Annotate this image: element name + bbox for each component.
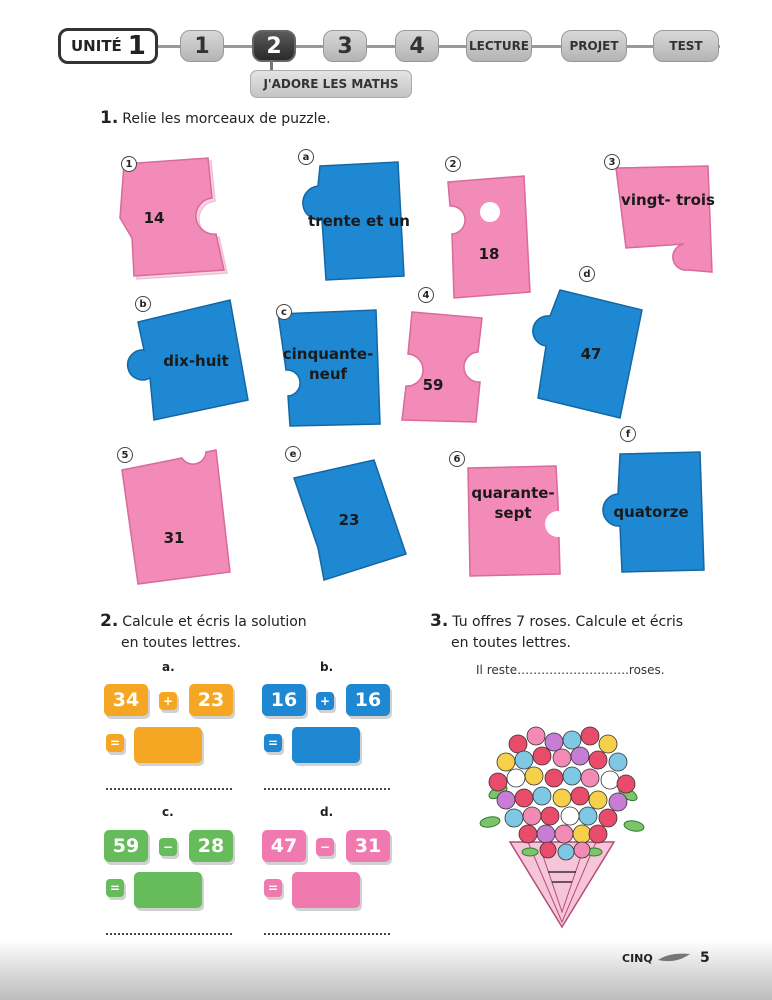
puzzle-piece-d[interactable] bbox=[512, 286, 646, 422]
puzzle-piece-b-label: dix-huit bbox=[163, 352, 229, 370]
calc-b-equals: = bbox=[264, 734, 282, 752]
exercise-1-number: 1. bbox=[100, 108, 119, 128]
calc-b-letter: b. bbox=[320, 660, 334, 674]
exercise-2-instruction-line2: en toutes lettres. bbox=[121, 635, 241, 651]
rose-bouquet-illustration bbox=[470, 722, 654, 930]
puzzle-piece-c[interactable] bbox=[272, 308, 384, 428]
puzzle-piece-3-label: vingt- trois bbox=[621, 191, 715, 209]
calc-b-answer-box[interactable] bbox=[292, 727, 360, 763]
nav-tab-3[interactable]: 3 bbox=[323, 30, 367, 62]
calc-d-number-2: 31 bbox=[346, 830, 390, 862]
nav-tab-2[interactable]: 2 bbox=[252, 30, 296, 62]
exercise-1-title bbox=[100, 108, 331, 130]
calc-c-equals: = bbox=[106, 879, 124, 897]
puzzle-piece-d-badge: d bbox=[579, 266, 595, 282]
calc-c-letter: c. bbox=[162, 805, 174, 819]
puzzle-piece-e[interactable] bbox=[288, 458, 410, 582]
calc-d-operator: − bbox=[316, 838, 334, 856]
calc-d-answer-box[interactable] bbox=[292, 872, 360, 908]
puzzle-piece-1-badge: 1 bbox=[121, 156, 137, 172]
nav-tab-4[interactable]: 4 bbox=[395, 30, 439, 62]
exercise-2-instruction-line1: Calcule et écris la solution bbox=[122, 614, 307, 630]
leaf-swoosh-icon bbox=[656, 950, 692, 964]
puzzle-piece-b-badge: b bbox=[135, 296, 151, 312]
puzzle-piece-c-badge: c bbox=[276, 304, 292, 320]
puzzle-piece-2[interactable] bbox=[446, 172, 532, 300]
puzzle-piece-6[interactable] bbox=[466, 464, 564, 578]
subtab-jadore-les-maths[interactable]: J'ADORE LES MATHS bbox=[250, 70, 412, 98]
puzzle-piece-5-badge: 5 bbox=[117, 447, 133, 463]
calc-c-answer-box[interactable] bbox=[134, 872, 202, 908]
puzzle-piece-b[interactable] bbox=[116, 300, 256, 422]
puzzle-piece-f-badge: f bbox=[620, 426, 636, 442]
calc-b-answer-line[interactable] bbox=[264, 788, 390, 790]
exercise-3-title bbox=[430, 611, 683, 654]
calc-d-letter: d. bbox=[320, 805, 334, 819]
unit-label-text: UNITÉ bbox=[71, 37, 122, 55]
calc-d-number-1: 47 bbox=[262, 830, 306, 862]
puzzle-piece-5[interactable] bbox=[118, 448, 234, 588]
calc-d-equals: = bbox=[264, 879, 282, 897]
exercise-3-answer-sentence[interactable]: Il reste……………………….roses. bbox=[476, 663, 665, 677]
puzzle-piece-1-label: 14 bbox=[143, 209, 165, 227]
page-number-word: CINQ bbox=[622, 952, 653, 965]
puzzle-piece-e-badge: e bbox=[285, 446, 301, 462]
bouquet-roses bbox=[489, 727, 635, 860]
exercise-2-title bbox=[100, 611, 307, 654]
calc-a-number-1: 34 bbox=[104, 684, 148, 716]
exercise-3-instruction-line1: Tu offres 7 roses. Calcule et écris bbox=[452, 614, 684, 630]
unit-number: 1 bbox=[127, 31, 146, 61]
puzzle-piece-4-badge: 4 bbox=[418, 287, 434, 303]
calc-c-answer-line[interactable] bbox=[106, 933, 232, 935]
calc-d-answer-line[interactable] bbox=[264, 933, 390, 935]
puzzle-piece-2-label: 18 bbox=[478, 245, 500, 263]
puzzle-piece-3-badge: 3 bbox=[604, 154, 620, 170]
calc-a-equals: = bbox=[106, 734, 124, 752]
nav-tab-test[interactable]: TEST bbox=[653, 30, 719, 62]
puzzle-piece-e-label: 23 bbox=[338, 511, 360, 529]
calc-a-answer-box[interactable] bbox=[134, 727, 202, 763]
puzzle-piece-2-badge: 2 bbox=[445, 156, 461, 172]
puzzle-piece-a-badge: a bbox=[298, 149, 314, 165]
calc-b-number-2: 16 bbox=[346, 684, 390, 716]
calc-b-operator: + bbox=[316, 692, 334, 710]
puzzle-piece-3[interactable] bbox=[612, 164, 716, 276]
page-number: 5 bbox=[700, 950, 710, 966]
nav-tab-projet[interactable]: PROJET bbox=[561, 30, 627, 62]
exercise-3-instruction-line2: en toutes lettres. bbox=[451, 635, 571, 651]
calc-b-number-1: 16 bbox=[262, 684, 306, 716]
nav-tab-lecture[interactable]: LECTURE bbox=[466, 30, 532, 62]
puzzle-piece-a-label: trente et un bbox=[308, 212, 410, 230]
puzzle-piece-f[interactable] bbox=[584, 450, 706, 574]
puzzle-piece-c-label: cinquante- neuf bbox=[282, 345, 374, 383]
puzzle-piece-1[interactable] bbox=[112, 158, 230, 278]
unit-label bbox=[58, 28, 158, 64]
puzzle-piece-5-label: 31 bbox=[163, 529, 185, 547]
puzzle-piece-a[interactable] bbox=[290, 160, 408, 282]
puzzle-piece-6-badge: 6 bbox=[449, 451, 465, 467]
puzzle-piece-4[interactable] bbox=[398, 308, 492, 426]
calc-c-number-2: 28 bbox=[189, 830, 233, 862]
puzzle-piece-4-label: 59 bbox=[422, 376, 444, 394]
calc-a-number-2: 23 bbox=[189, 684, 233, 716]
calc-a-letter: a. bbox=[162, 660, 175, 674]
calc-a-operator: + bbox=[159, 692, 177, 710]
exercise-1-instruction: Relie les morceaux de puzzle. bbox=[122, 111, 331, 127]
puzzle-piece-6-label: quarante- sept bbox=[471, 484, 555, 522]
page-footer-band bbox=[0, 940, 772, 1000]
puzzle-piece-d-label: 47 bbox=[580, 345, 602, 363]
puzzle-piece-f-label: quatorze bbox=[613, 503, 689, 521]
exercise-3-number: 3. bbox=[430, 611, 449, 631]
nav-tab-1[interactable]: 1 bbox=[180, 30, 224, 62]
exercise-2-number: 2. bbox=[100, 611, 119, 631]
calc-c-number-1: 59 bbox=[104, 830, 148, 862]
calc-a-answer-line[interactable] bbox=[106, 788, 232, 790]
calc-c-operator: − bbox=[159, 838, 177, 856]
